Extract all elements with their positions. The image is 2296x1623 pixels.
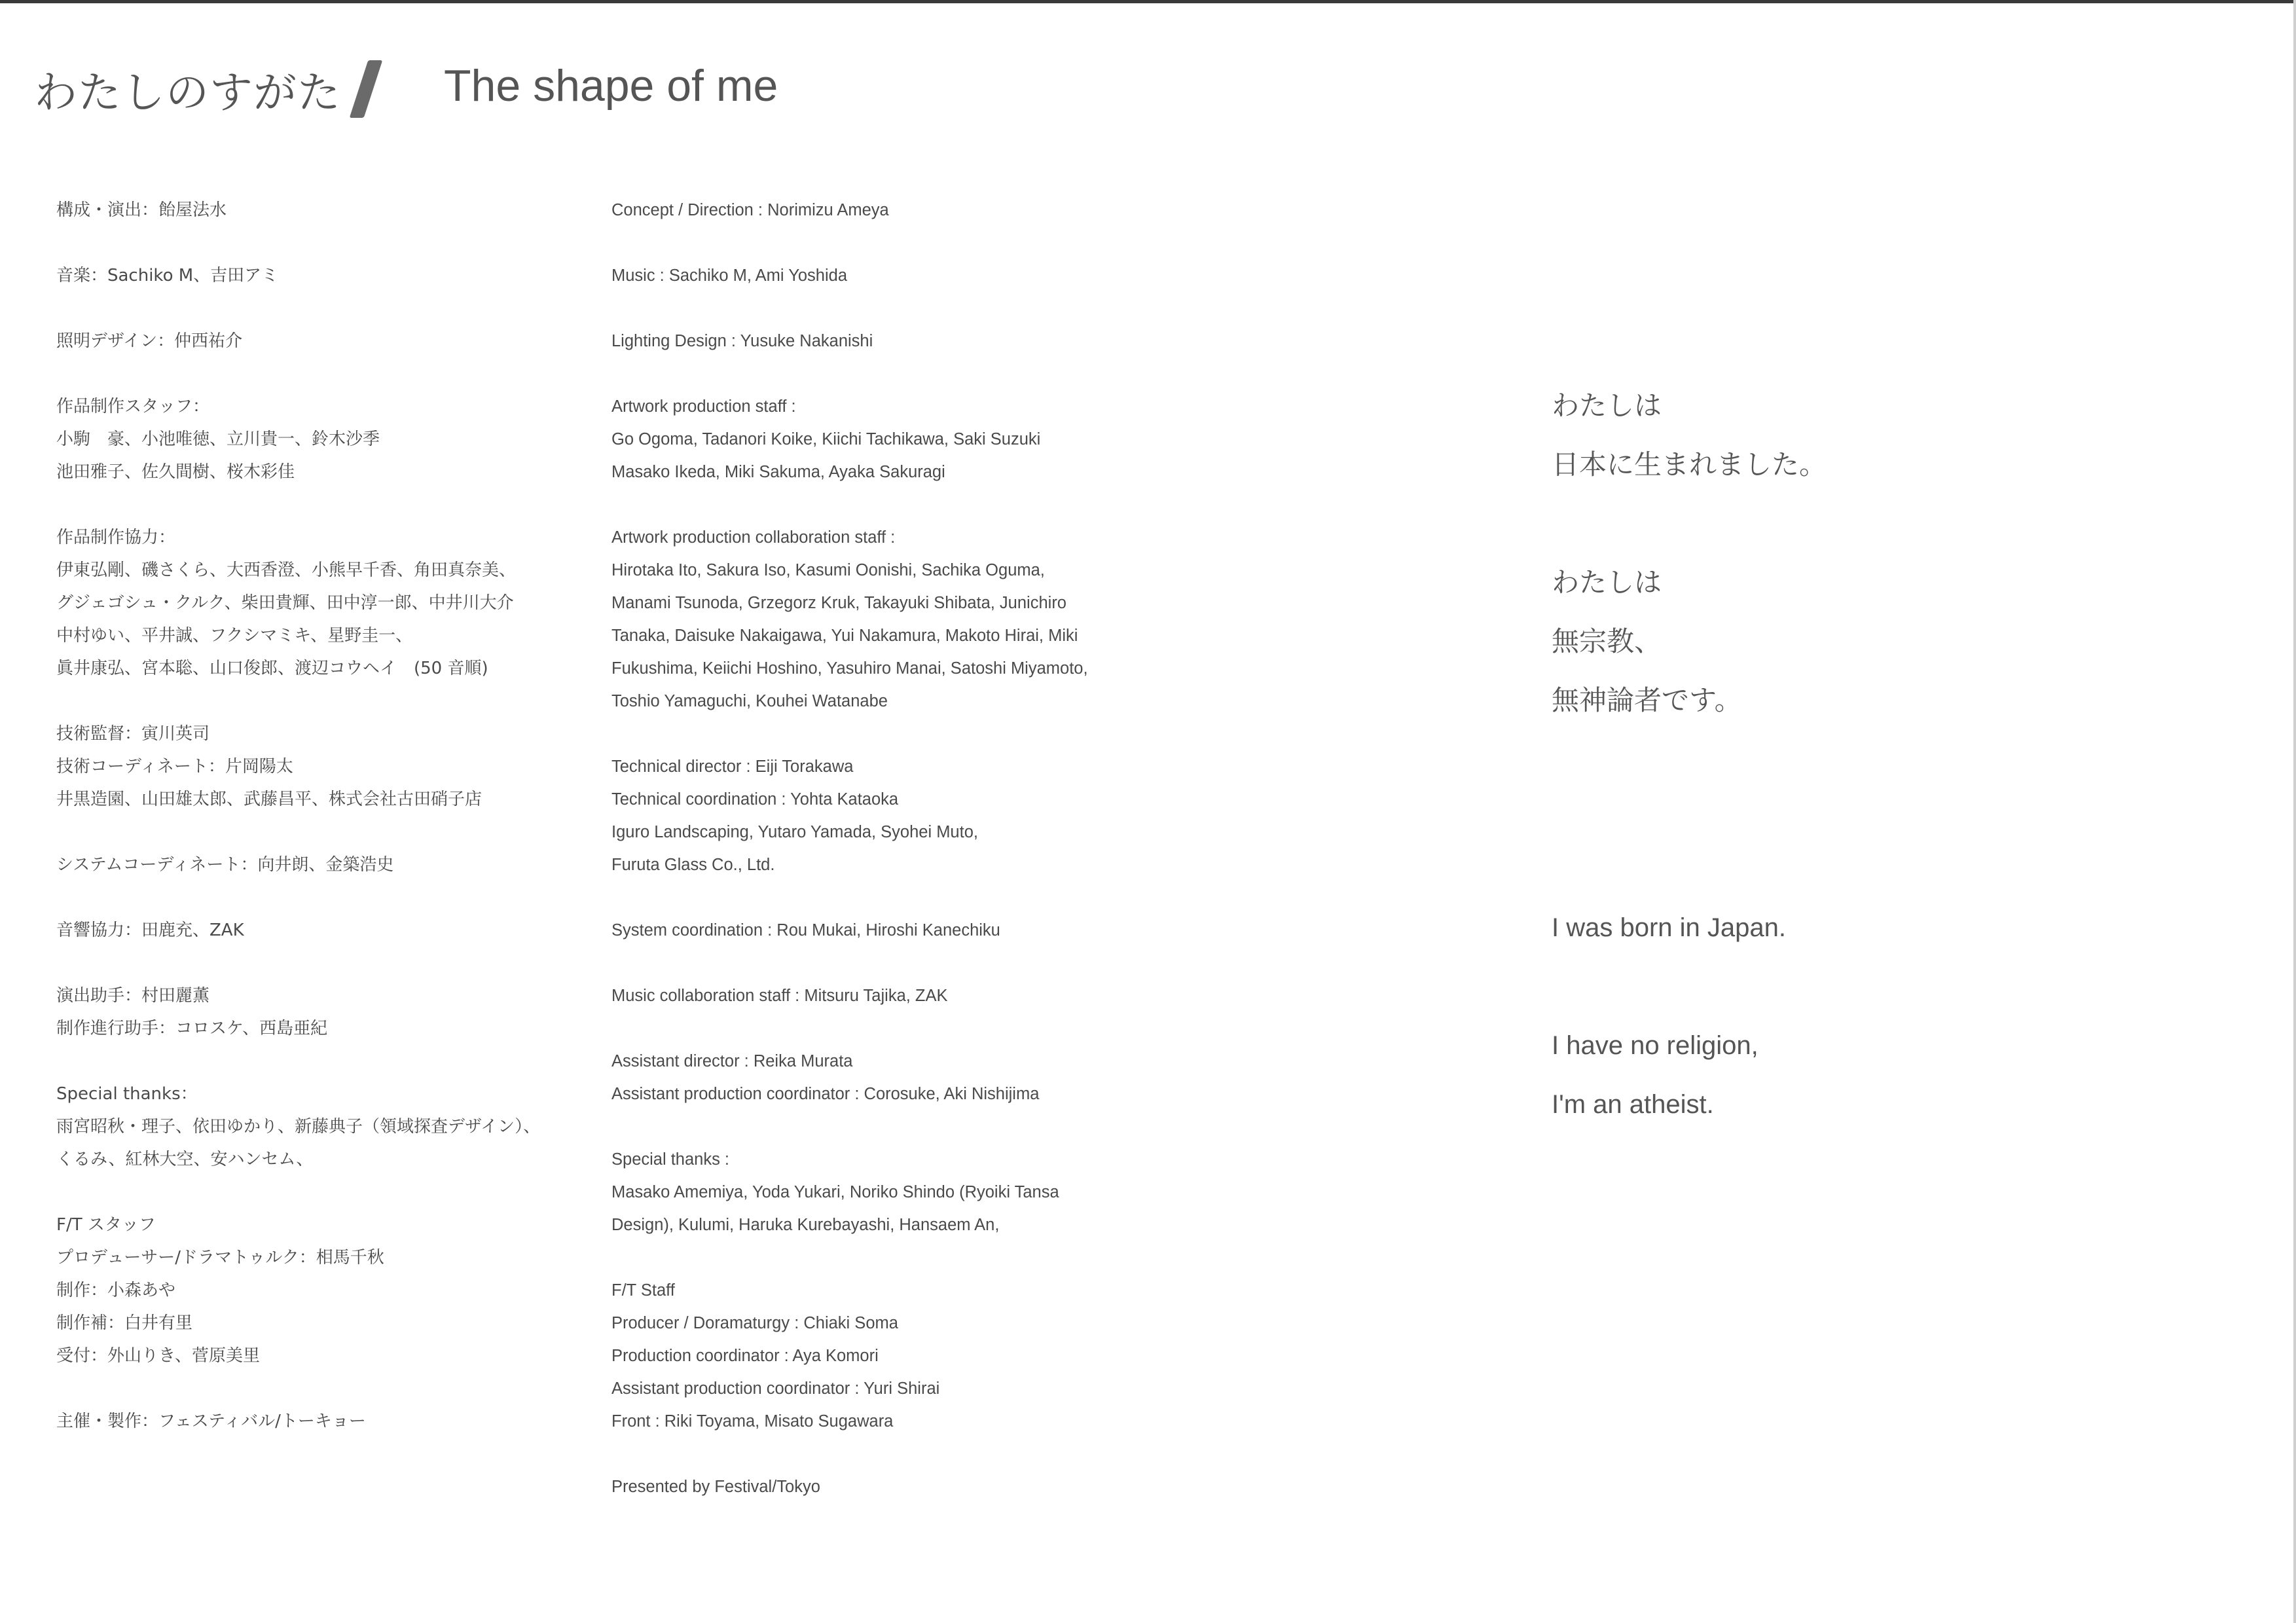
credit-line: Go Ogoma, Tadanori Koike, Kiichi Tachikawa, Saki Suzuki	[611, 430, 1041, 448]
credit-line: 井黒造園、山田雄太郎、武藤昌平、株式会社古田硝子店	[56, 790, 483, 809]
statement-japanese	[1552, 376, 1827, 730]
credit-line: System coordination : Rou Mukai, Hiroshi Kanechiku	[611, 921, 1000, 939]
credit-line: 作品制作スタッフ：	[56, 397, 210, 416]
credit-block	[56, 1209, 593, 1372]
credit-line: F/T スタッフ	[56, 1215, 156, 1235]
credit-line: グジェゴシュ・クルク、柴田貴輝、田中淳一郎、中井川大介	[56, 593, 514, 613]
credit-line: Artwork production collaboration staff :	[611, 528, 896, 547]
credit-line: Manami Tsunoda, Grzegorz Kruk, Takayuki Shibata, Junichiro	[611, 594, 1066, 612]
credit-line: 眞井康弘、宮本聡、山口俊郎、渡辺コウヘイ (50 音順)	[56, 659, 488, 678]
credit-block	[56, 259, 593, 292]
credit-line: 照明デザイン：仲西祐介	[56, 331, 243, 351]
statement-line: 無宗教、	[1552, 625, 1662, 657]
statement-line: I'm an atheist.	[1552, 1090, 1714, 1119]
credit-block	[56, 914, 593, 947]
credit-line: システムコーディネート：向井朗、金築浩史	[56, 855, 394, 875]
credit-line: 制作進行助手：コロスケ、西島亜紀	[56, 1019, 328, 1038]
credit-line: Lighting Design : Yusuke Nakanishi	[611, 332, 873, 350]
credit-block	[611, 259, 1148, 292]
credit-block	[611, 1470, 1148, 1503]
credit-line: Production coordinator : Aya Komori	[611, 1347, 879, 1365]
credit-line: Assistant production coordinator : Yuri Shirai	[611, 1379, 940, 1398]
credit-line: Masako Ikeda, Miki Sakuma, Ayaka Sakuragi	[611, 463, 945, 481]
credit-block	[56, 979, 593, 1045]
credit-block	[56, 325, 593, 357]
credit-line: Masako Amemiya, Yoda Yukari, Noriko Shindo (Ryoiki Tansa	[611, 1183, 1059, 1201]
credit-line: F/T Staff	[611, 1281, 675, 1300]
credit-line: Special thanks：	[56, 1084, 198, 1104]
credit-line: Music : Sachiko M, Ami Yoshida	[611, 266, 848, 285]
credit-line: Assistant production coordinator : Corosuke, Aki Nishijima	[611, 1085, 1040, 1103]
credit-line: 雨宮昭秋・理子、依田ゆかり、新藤典子（領域探査デザイン）、	[56, 1117, 541, 1137]
statement-gap	[1552, 957, 1786, 1016]
credit-line: Special thanks :	[611, 1150, 730, 1169]
credit-line: Assistant director : Reika Murata	[611, 1052, 853, 1070]
title-japanese: わたしのすがた	[34, 67, 341, 118]
right-border	[2293, 0, 2296, 1623]
title-slash-divider	[350, 60, 383, 118]
credit-block	[611, 750, 1148, 881]
credit-line: Toshio Yamaguchi, Kouhei Watanabe	[611, 692, 888, 710]
credits-japanese-column	[56, 194, 593, 1470]
credit-line: Furuta Glass Co., Ltd.	[611, 856, 775, 874]
credit-line: 受付：外山りき、菅原美里	[56, 1346, 260, 1366]
credits-english-column	[611, 194, 1148, 1536]
credit-line: Concept / Direction : Norimizu Ameya	[611, 201, 889, 219]
credit-line: プロデューサー/ドラマトゥルク：相馬千秋	[56, 1248, 384, 1267]
credit-block	[611, 914, 1148, 947]
credit-line: Music collaboration staff : Mitsuru Tajika, ZAK	[611, 987, 948, 1005]
statement-english	[1552, 898, 1786, 1134]
credit-block	[56, 718, 593, 816]
credit-line: 作品制作協力：	[56, 528, 176, 547]
credit-line: Producer / Doramaturgy : Chiaki Soma	[611, 1314, 898, 1332]
credit-line: 技術監督：寅川英司	[56, 724, 210, 744]
credit-block	[611, 979, 1148, 1012]
credit-line: 主催・製作：フェスティバル/トーキョー	[56, 1412, 366, 1431]
credit-line: Design), Kulumi, Haruka Kurebayashi, Hansaem An,	[611, 1216, 1000, 1234]
statement-line: わたしは	[1552, 390, 1662, 422]
credit-line: 演出助手：村田麗薫	[56, 986, 210, 1006]
credit-line: 制作：小森あや	[56, 1281, 176, 1300]
statement-line: 日本に生まれました。	[1552, 448, 1827, 481]
credit-line: くるみ、紅林大空、安ハンセム、	[56, 1150, 314, 1169]
credit-block	[611, 194, 1148, 227]
credit-block	[56, 848, 593, 881]
top-border	[0, 0, 2296, 3]
statement-line: I have no religion,	[1552, 1031, 1758, 1060]
credit-line: Technical coordination : Yohta Kataoka	[611, 790, 899, 809]
credit-line: 伊東弘剛、磯さくら、大西香澄、小熊早千香、角田真奈美、	[56, 560, 517, 580]
credit-block	[611, 325, 1148, 357]
credit-line: 構成・演出：飴屋法水	[56, 200, 227, 220]
credit-line: 池田雅子、佐久間樹、桜木彩佳	[56, 462, 295, 482]
credit-block	[56, 1405, 593, 1438]
credit-line: 技術コーディネート：片岡陽太	[56, 757, 293, 776]
credit-block	[611, 1045, 1148, 1110]
credit-block	[56, 521, 593, 685]
credit-line: 小駒 豪、小池唯徳、立川貴一、鈴木沙季	[56, 429, 380, 449]
credit-line: Tanaka, Daisuke Nakaigawa, Yui Nakamura, Makoto Hirai, Miki	[611, 627, 1078, 645]
credit-line: 中村ゆい、平井誠、フクシマミキ、星野圭一、	[56, 626, 413, 646]
credit-block	[611, 1143, 1148, 1241]
statement-line: わたしは	[1552, 566, 1662, 598]
credit-line: Technical director : Eiji Torakawa	[611, 757, 854, 776]
credit-line: Artwork production staff :	[611, 397, 796, 416]
credit-block	[56, 194, 593, 227]
credit-block	[56, 1078, 593, 1176]
credit-line: Fukushima, Keiichi Hoshino, Yasuhiro Manai, Satoshi Miyamoto,	[611, 659, 1088, 678]
credit-line: 制作補：白井有里	[56, 1313, 193, 1333]
title-english: The shape of me	[444, 61, 778, 111]
statement-line: 無神論者です。	[1552, 684, 1742, 716]
statement-gap	[1552, 494, 1827, 553]
credit-block	[611, 1274, 1148, 1438]
credit-block	[611, 390, 1148, 488]
credit-line: Iguro Landscaping, Yutaro Yamada, Syohei Muto,	[611, 823, 978, 841]
credit-block	[56, 390, 593, 488]
credit-block	[611, 521, 1148, 718]
credit-line: 音響協力：田鹿充、ZAK	[56, 921, 244, 940]
credit-line: Front : Riki Toyama, Misato Sugawara	[611, 1412, 894, 1431]
credit-line: 音楽：Sachiko M、吉田アミ	[56, 266, 279, 285]
credit-line: Hirotaka Ito, Sakura Iso, Kasumi Oonishi, Sachika Oguma,	[611, 561, 1045, 579]
statement-line: I was born in Japan.	[1552, 913, 1786, 942]
credit-line: Presented by Festival/Tokyo	[611, 1478, 820, 1496]
